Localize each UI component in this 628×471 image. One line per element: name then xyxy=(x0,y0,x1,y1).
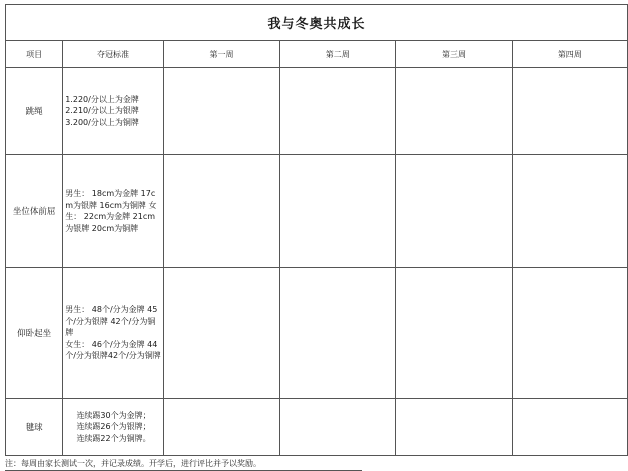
winter-olympics-table xyxy=(5,4,628,456)
table-row xyxy=(6,268,628,399)
score-cell[interactable] xyxy=(512,399,627,456)
footnote: 注：每周由家长测试一次，并记录成绩。开学后，进行评比并予以奖励。 xyxy=(5,459,261,468)
score-cell[interactable] xyxy=(280,155,396,268)
standard-line: 3.200/分以上为铜牌 xyxy=(65,117,139,127)
standard-sit-ups xyxy=(63,268,164,399)
score-cell[interactable] xyxy=(280,68,396,155)
standard-line: 1.220/分以上为金牌 xyxy=(65,94,139,104)
item-jump-rope: 跳绳 xyxy=(6,68,63,155)
score-cell[interactable] xyxy=(396,399,512,456)
header-week-4: 第四周 xyxy=(512,41,627,68)
header-week-3: 第三周 xyxy=(396,41,512,68)
standard-line: 连续踢22个为铜牌。 xyxy=(76,433,151,443)
item-shuttlecock: 毽球 xyxy=(6,399,63,456)
score-cell[interactable] xyxy=(512,68,627,155)
standard-line: 连续踢26个为银牌； xyxy=(76,422,151,432)
score-cell[interactable] xyxy=(396,268,512,399)
score-cell[interactable] xyxy=(163,68,279,155)
score-cell[interactable] xyxy=(280,399,396,456)
table-title: 我与冬奥共成长 xyxy=(6,5,628,41)
table-row xyxy=(6,68,628,155)
standard-line: 连续踢30个为金牌； xyxy=(76,410,151,420)
score-cell[interactable] xyxy=(396,155,512,268)
score-cell[interactable] xyxy=(512,155,627,268)
header-standard: 夺冠标准 xyxy=(63,41,164,68)
header-week-1: 第一周 xyxy=(163,41,279,68)
standard-text: 男生： 18cm为金牌 17cm为银牌 16cm为铜牌 女生： 22cm为金牌 21cm为银牌 20cm为铜牌 xyxy=(65,189,157,233)
item-sit-ups: 仰卧起坐 xyxy=(6,268,63,399)
standard-line: 2.210/分以上为银牌 xyxy=(65,106,139,116)
score-cell[interactable] xyxy=(163,268,279,399)
header-item: 项目 xyxy=(6,41,63,68)
score-cell[interactable] xyxy=(512,268,627,399)
table-row xyxy=(6,399,628,456)
item-sit-and-reach: 坐位体前屈 xyxy=(6,155,63,268)
standard-text: 女生： 46个/分为金牌 44个/分为银牌42个/分为铜牌 xyxy=(65,339,161,361)
score-cell[interactable] xyxy=(396,68,512,155)
standard-jump-rope xyxy=(63,68,164,155)
score-cell[interactable] xyxy=(163,399,279,456)
header-week-2: 第二周 xyxy=(280,41,396,68)
score-cell[interactable] xyxy=(163,155,279,268)
header-row xyxy=(6,41,628,68)
score-cell[interactable] xyxy=(280,268,396,399)
table-row xyxy=(6,155,628,268)
standard-text: 男生： 48个/分为金牌 45个/分为银牌 42个/分为铜牌 xyxy=(65,305,158,338)
standard-shuttlecock xyxy=(63,399,164,456)
standard-sit-and-reach xyxy=(63,155,164,268)
